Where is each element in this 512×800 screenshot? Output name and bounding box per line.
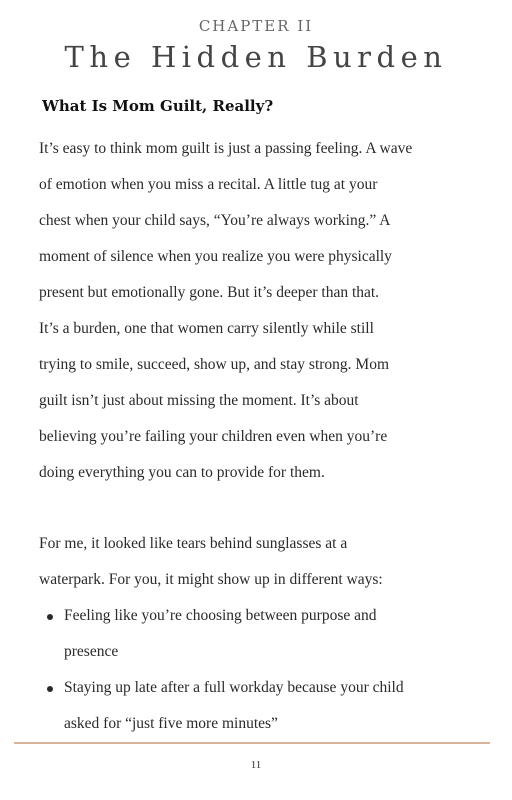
- paragraph-line: guilt isn’t just about missing the moment. It’s about: [39, 392, 359, 409]
- footer-divider: [14, 742, 490, 744]
- page-number: 11: [250, 759, 262, 771]
- bullet-line: Staying up late after a full workday because your child: [64, 679, 404, 696]
- bullet-line: asked for “just five more minutes”: [64, 715, 278, 732]
- paragraph-line: of emotion when you miss a recital. A little tug at your: [39, 176, 378, 193]
- paragraph-line: It’s a burden, one that women carry silently while still: [39, 320, 374, 337]
- section-heading: What Is Mom Guilt, Really?: [42, 97, 274, 115]
- paragraph-line: It’s easy to think mom guilt is just a passing feeling. A wave: [39, 140, 413, 157]
- bullet-line: Feeling like you’re choosing between purpose and: [64, 607, 377, 624]
- paragraph-line: believing you’re failing your children even when you’re: [39, 428, 388, 445]
- paragraph-line: For me, it looked like tears behind sunglasses at a: [39, 535, 348, 552]
- bullet-line: presence: [64, 643, 119, 660]
- paragraph-line: present but emotionally gone. But it’s deeper than that.: [39, 284, 380, 301]
- bullet-dot: [47, 686, 53, 692]
- bullet-dot: [47, 614, 53, 620]
- paragraph-line: doing everything you can to provide for them.: [39, 464, 325, 481]
- paragraph-line: waterpark. For you, it might show up in different ways:: [39, 571, 383, 588]
- chapter-title: The Hidden Burden: [64, 40, 448, 74]
- paragraph-line: chest when your child says, “You’re always working.” A: [39, 212, 391, 229]
- paragraph-line: trying to smile, succeed, show up, and stay strong. Mom: [39, 356, 389, 373]
- chapter-label: CHAPTER II: [198, 17, 314, 35]
- paragraph-line: moment of silence when you realize you were physically: [39, 248, 392, 265]
